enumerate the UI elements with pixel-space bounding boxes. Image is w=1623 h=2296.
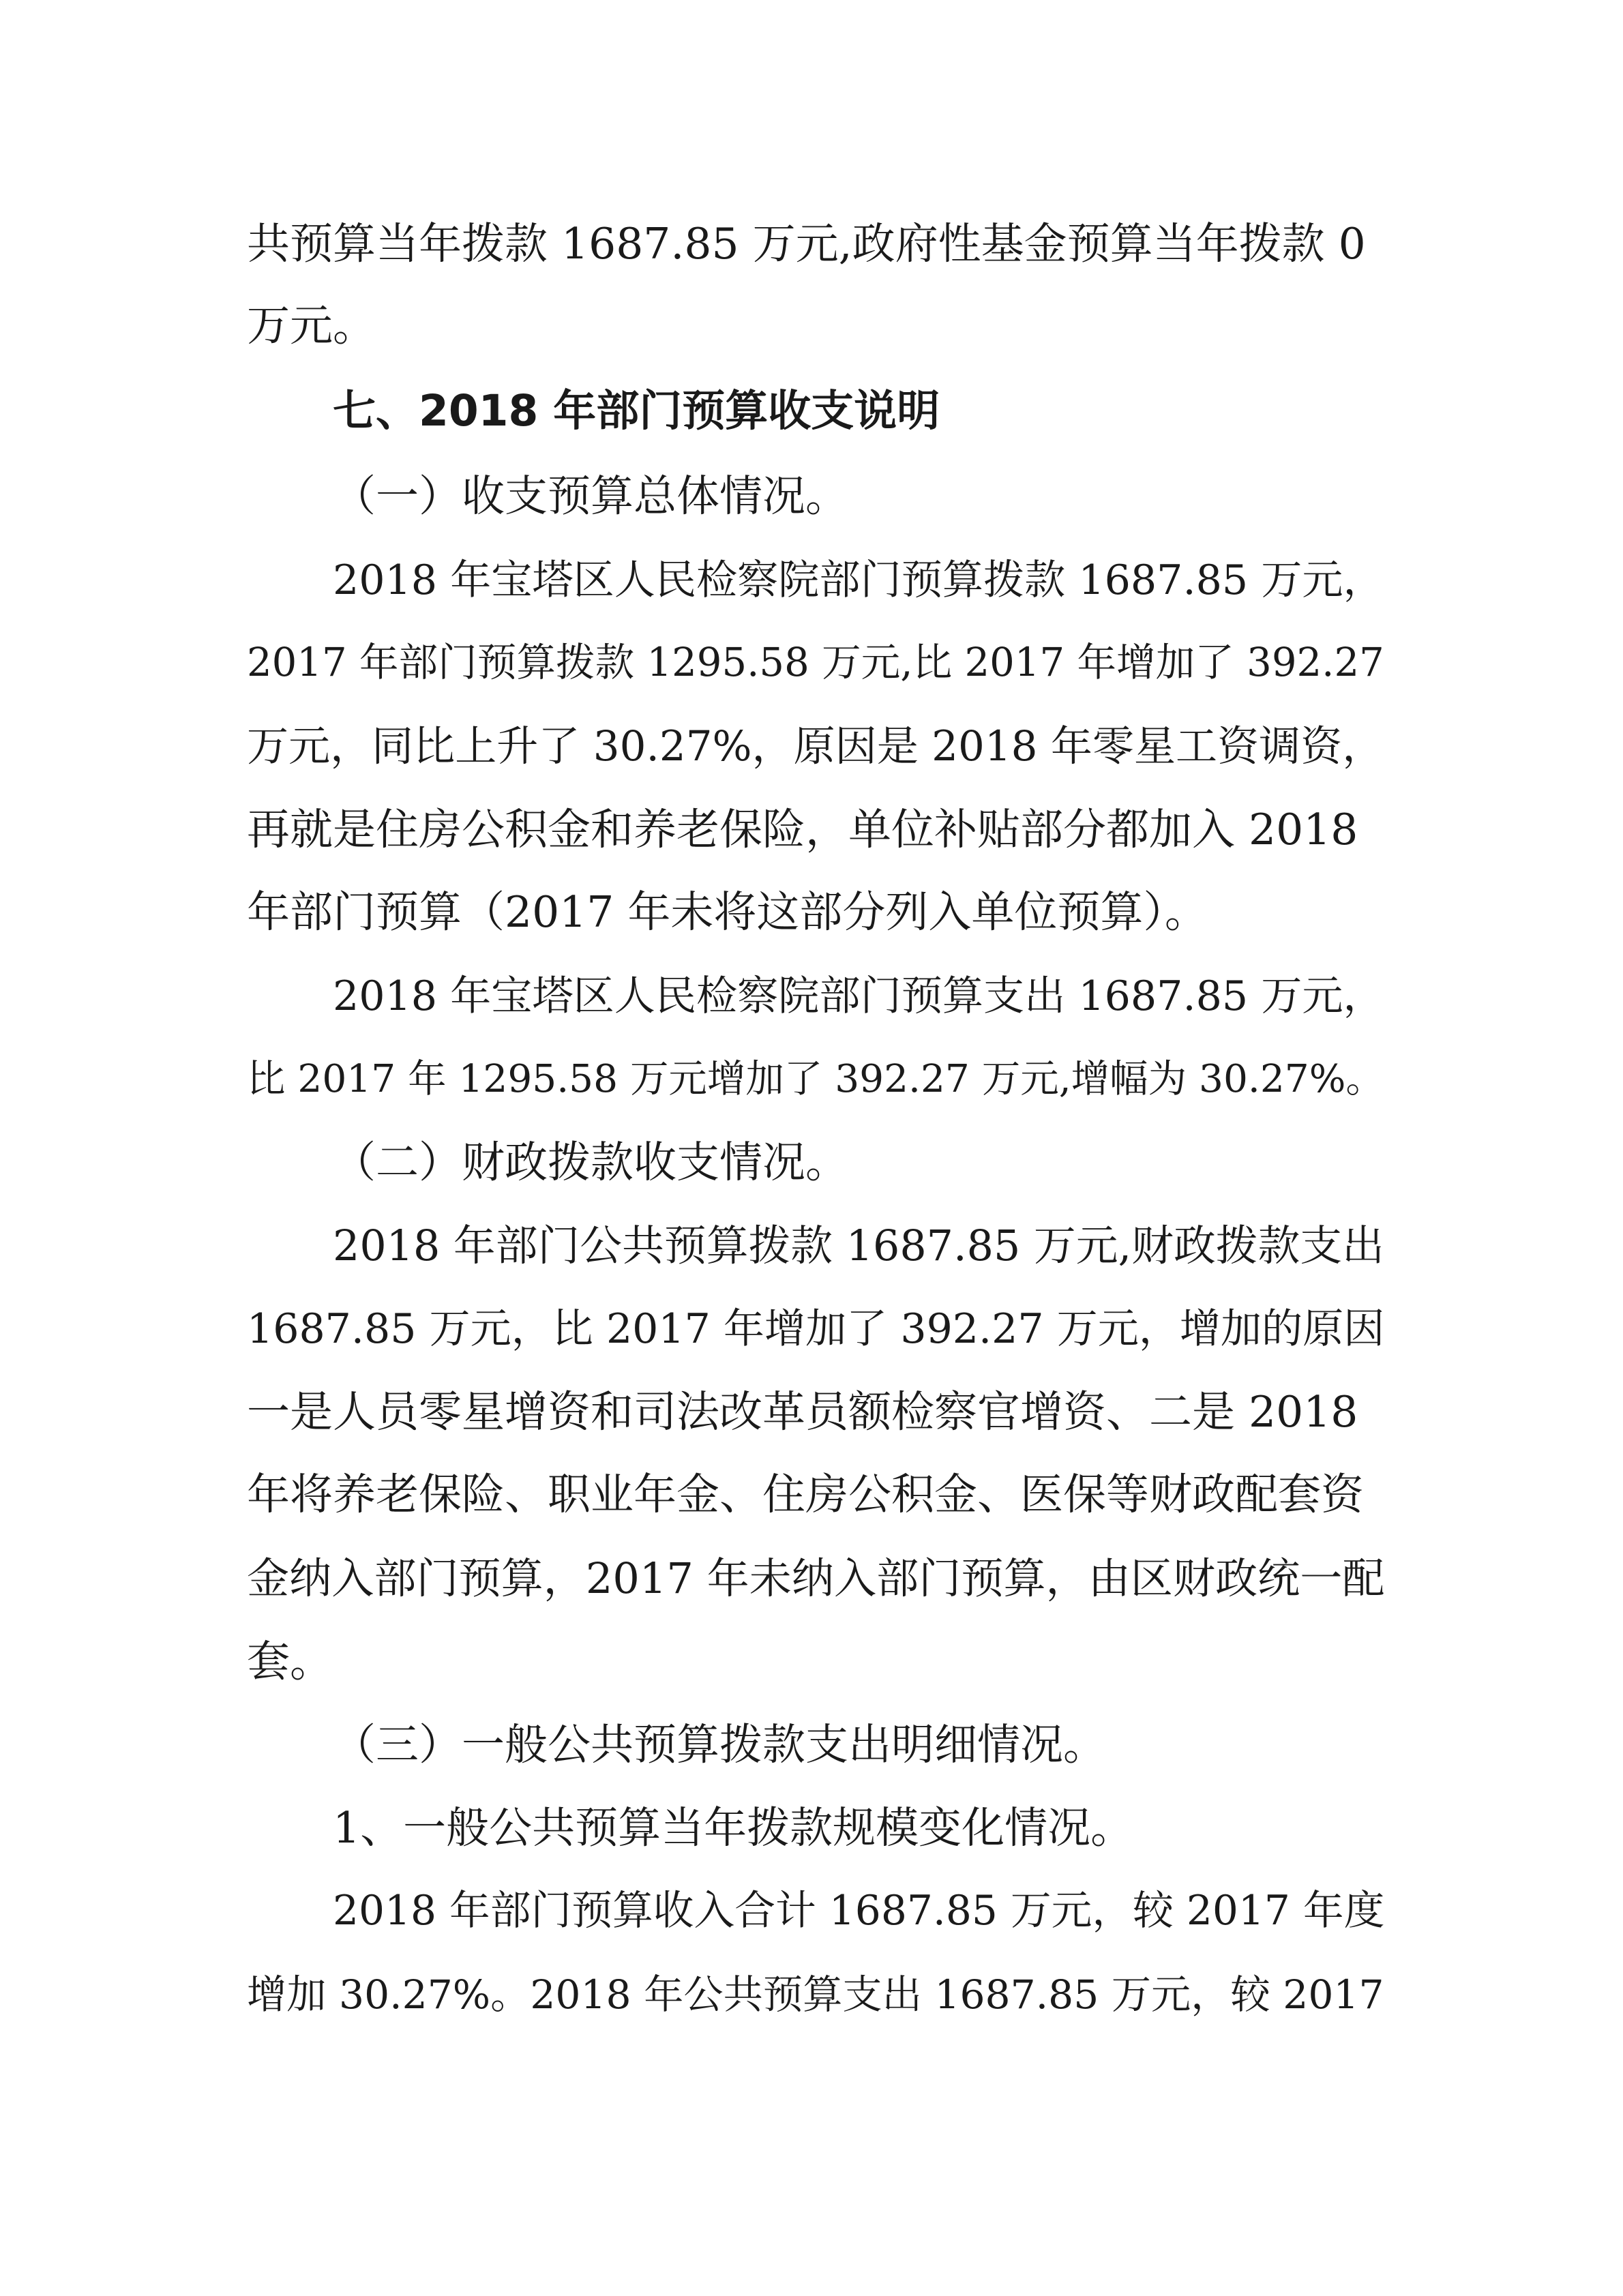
body-text-line: 2018 年宝塔区人民检察院部门预算支出 1687.85 万元， (333, 972, 1384, 1020)
body-text-line: 比 2017 年 1295.58 万元增加了 392.27 万元,增幅为 30.27%。 (247, 1057, 1384, 1101)
body-text-line: 年将养老保险、职业年金、住房公积金、医保等财政配套资 (247, 1470, 1364, 1519)
body-text-line: 2018 年部门预算收入合计 1687.85 万元，较 2017 年度 (333, 1888, 1385, 1935)
subsection-heading: （三）一般公共预算拨款支出明细情况。 (333, 1720, 1106, 1770)
body-text-line: 套。 (247, 1637, 333, 1686)
body-text-line: 增加 30.27%。2018 年公共预算支出 1687.85 万元，较 2017 (247, 1971, 1384, 2018)
body-text-line: 万元。 (247, 301, 376, 351)
body-text-line: 共预算当年拨款 1687.85 万元,政府性基金预算当年拨款 0 (247, 219, 1366, 269)
body-text-line: 年部门预算（2017 年未将这部分列入单位预算）。 (247, 887, 1208, 937)
list-item-heading: 1、一般公共预算当年拨款规模变化情况。 (333, 1803, 1134, 1853)
body-text-line: 万元，同比上升了 30.27%，原因是 2018 年零星工资调资， (247, 722, 1384, 771)
subsection-heading: （二）财政拨款收支情况。 (333, 1137, 848, 1187)
body-text-line: 2017 年部门预算拨款 1295.58 万元,比 2017 年增加了 392.27 (247, 640, 1384, 685)
body-text-line: 金纳入部门预算，2017 年未纳入部门预算，由区财政统一配 (247, 1553, 1385, 1603)
body-text-line: 2018 年宝塔区人民检察院部门预算拨款 1687.85 万元， (333, 556, 1384, 604)
body-text-line: 2018 年部门公共预算拨款 1687.85 万元,财政拨款支出 (333, 1221, 1384, 1270)
section-heading: 七、2018 年部门预算收支说明 (333, 386, 940, 436)
subsection-heading: （一）收支预算总体情况。 (333, 471, 848, 521)
body-text-line: 一是人员零星增资和司法改革员额检察官增资、二是 2018 (247, 1387, 1358, 1437)
body-text-line: 再就是住房公积金和养老保险，单位补贴部分都加入 2018 (247, 805, 1358, 854)
body-text-line: 1687.85 万元，比 2017 年增加了 392.27 万元，增加的原因 (247, 1305, 1385, 1353)
